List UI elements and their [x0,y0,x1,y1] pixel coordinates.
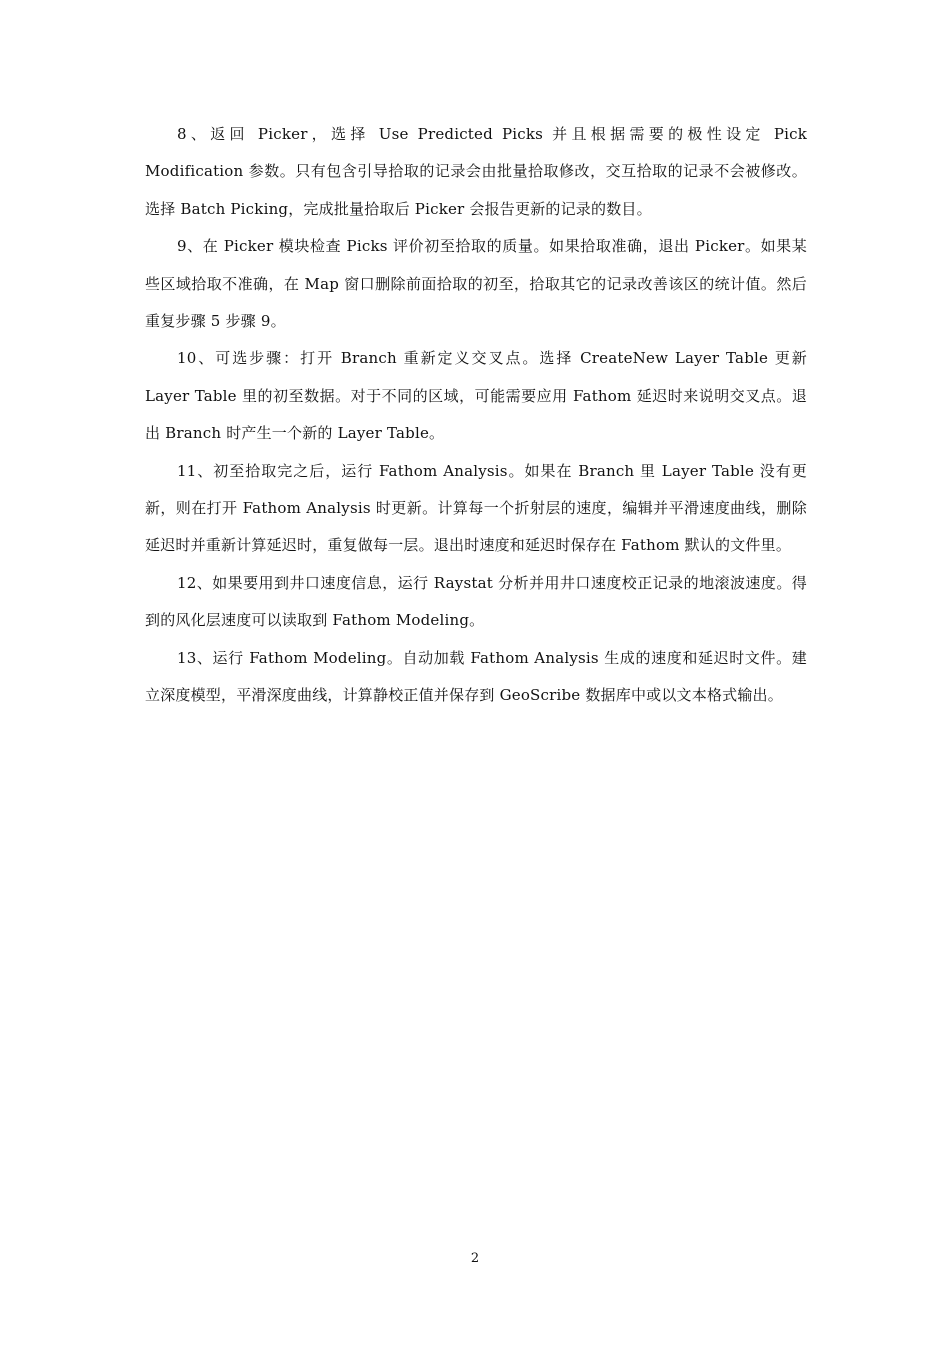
paragraph-step-8: 8、返回 Picker，选择 Use Predicted Picks 并且根据需要的极性设定 Pick Modification 参数。只有包含引导拾取的记录会由批量拾取修改，交互拾取的记录不会被修改。选择 Batch Picking，完成批量拾取后 Picker 会报告更新的记录的数目。 [145,125,807,218]
paragraph-step-12: 12、如果要用到井口速度信息，运行 Raystat 分析并用井口速度校正记录的地滚波速度。得到的风化层速度可以读取到 Fathom Modeling。 [145,573,807,630]
paragraph-step-9: 9、在 Picker 模块检查 Picks 评价初至拾取的质量。如果拾取准确，退出 Picker。如果某些区域拾取不准确，在 Map 窗口删除前面拾取的初至，拾取其它的记录改善该区的统计值。然后重复步骤 5 步骤 9。 [145,237,807,331]
paragraph-step-11: 11、初至拾取完之后，运行 Fathom Analysis。如果在 Branch 里 Layer Table 没有更新，则在打开 Fathom Analysis 时更新。计算每一个折射层的速度，编辑并平滑速度曲线，删除延迟时并重新计算延迟时，重复做每一层。退出时速度和延迟时保存在 Fathom 默认的文件里。 [145,461,807,555]
paragraph-step-13: 13、运行 Fathom Modeling。自动加载 Fathom Analysis 生成的速度和延迟时文件。建立深度模型，平滑深度曲线，计算静校正值并保存到 GeoScribe 数据库中或以文本格式输出。 [145,648,807,705]
document-body [145,116,807,715]
paragraph-step-10: 10、可选步骤：打开 Branch 重新定义交叉点。选择 CreateNew Layer Table 更新 Layer Table 里的初至数据。对于不同的区域，可能需要应用 Fathom 延迟时来说明交叉点。退出 Branch 时产生一个新的 Layer Table。 [145,349,807,443]
page-number: 2 [470,1251,480,1266]
